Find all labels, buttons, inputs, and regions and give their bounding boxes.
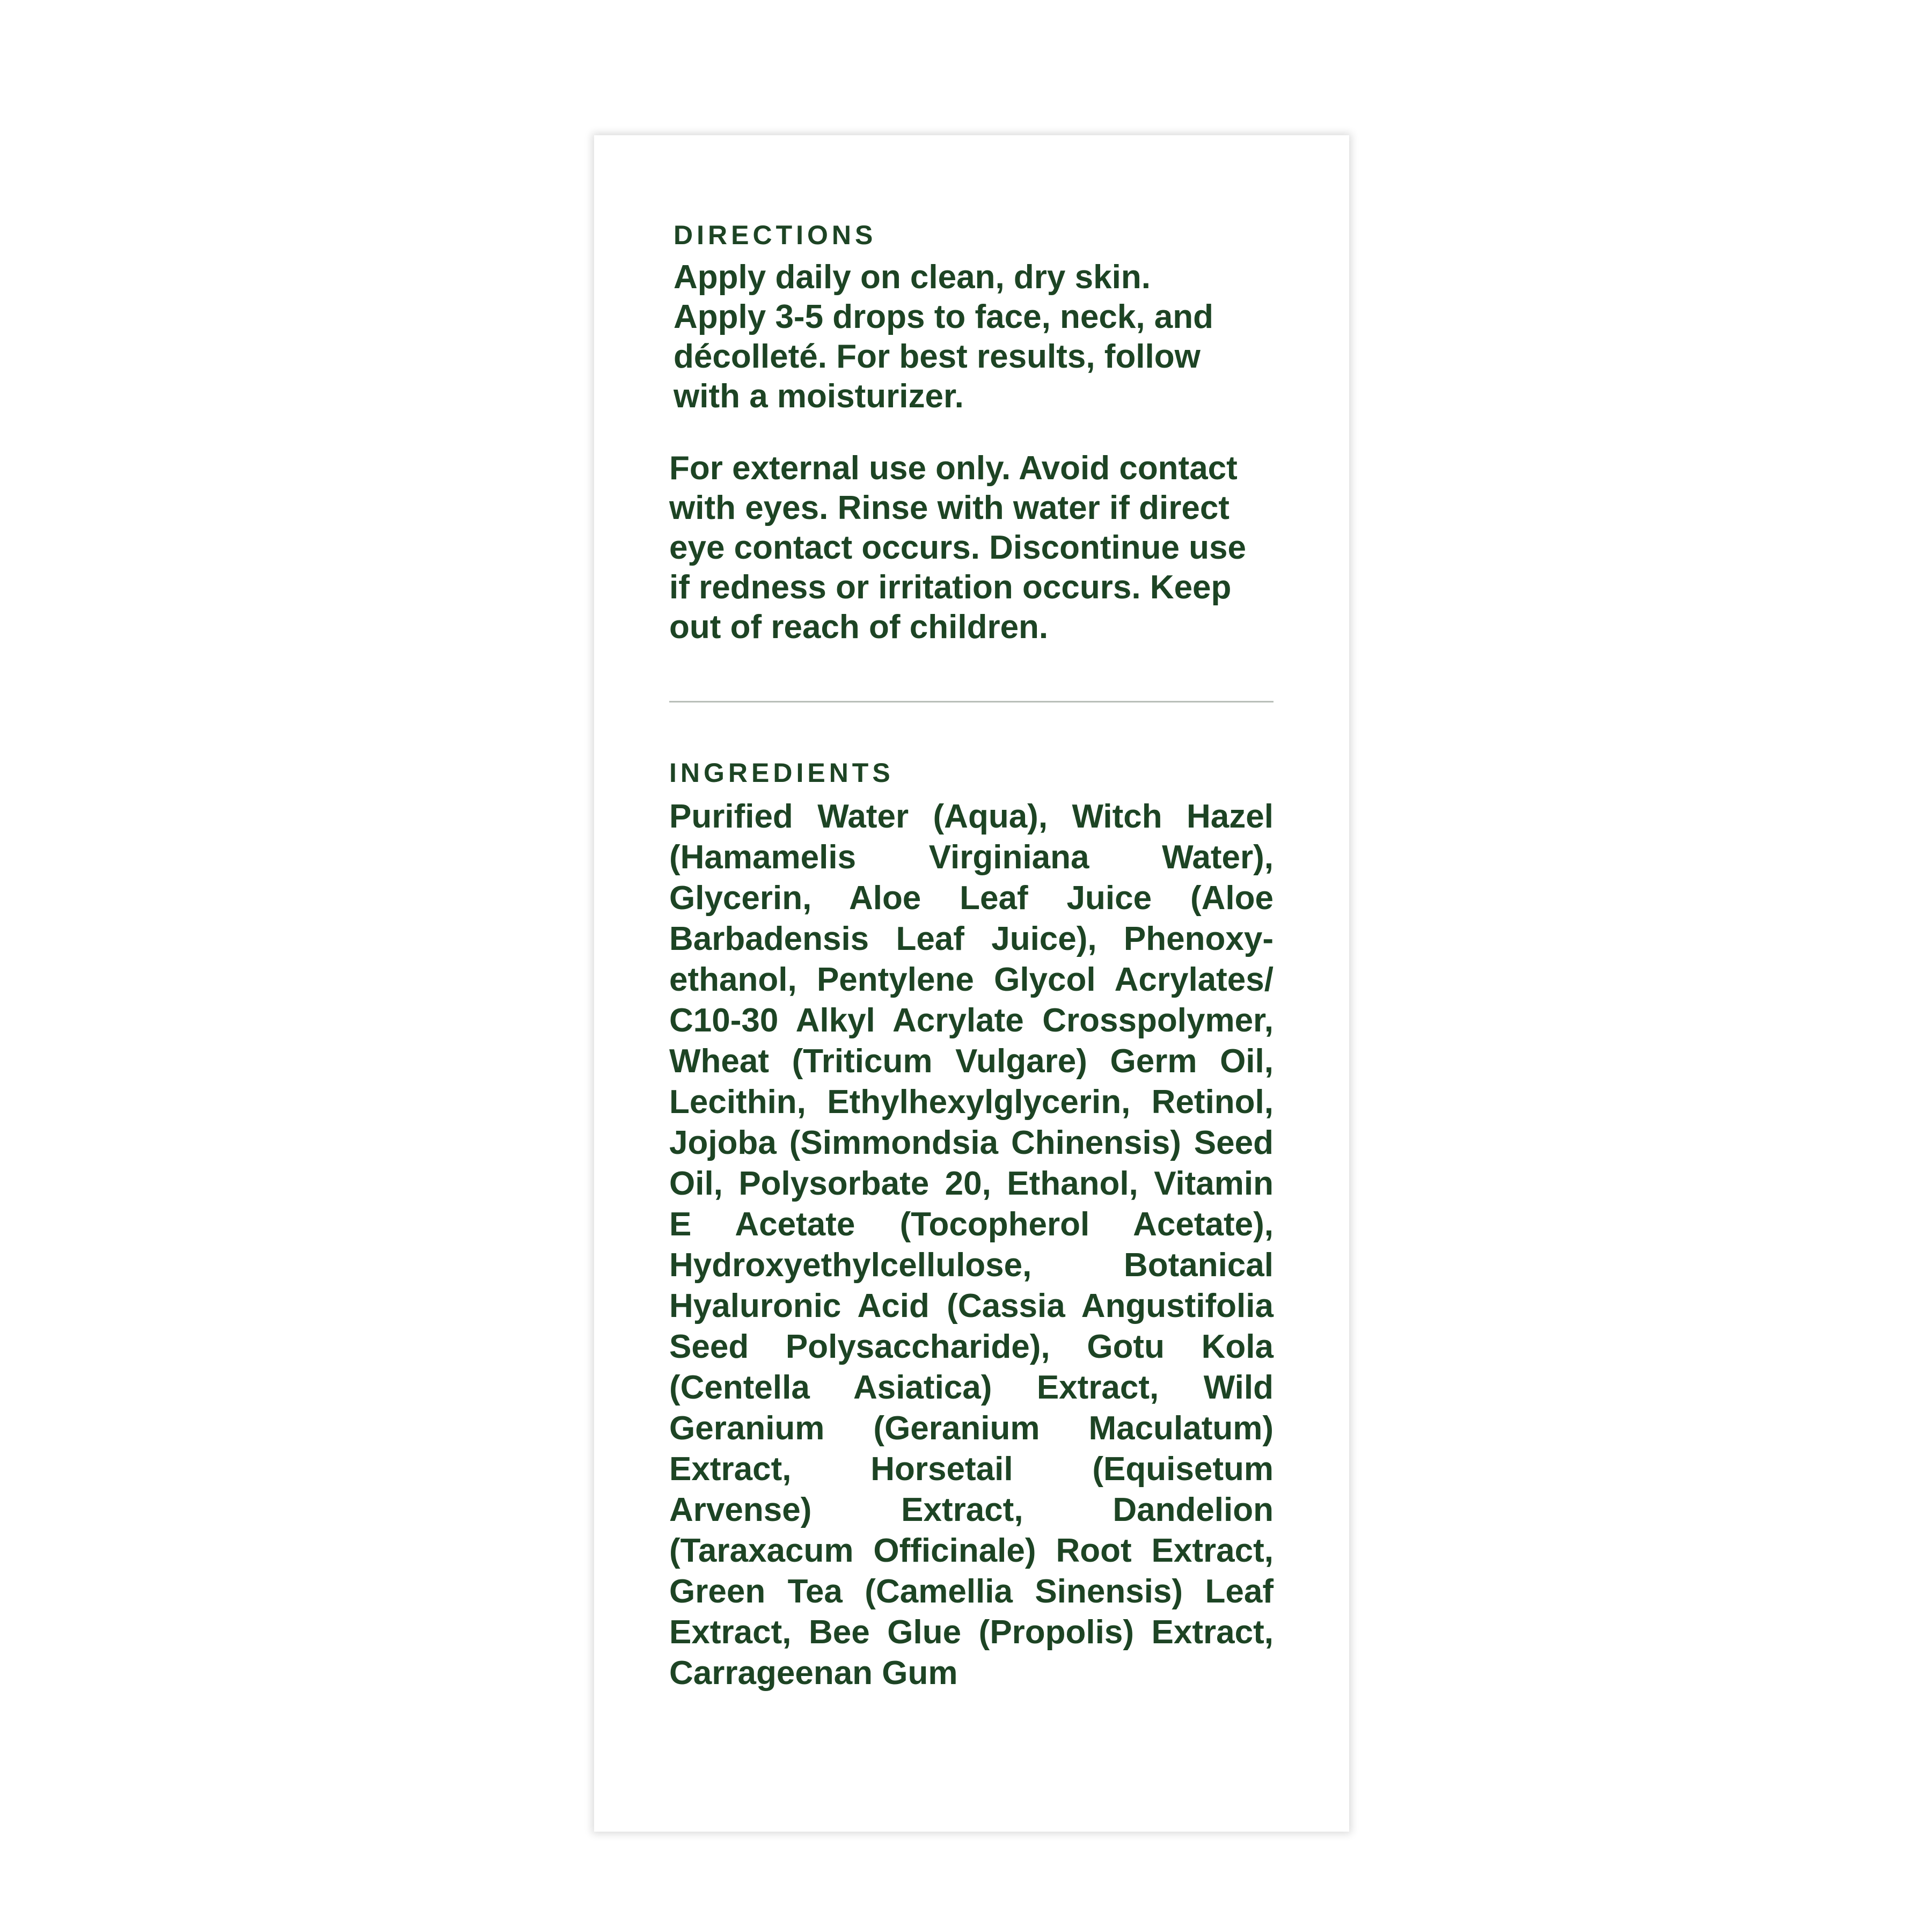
directions-text: Apply daily on clean, dry skin. Apply 3-5 drops to face, neck, and décolleté. For best results, follow with a moisturizer. — [674, 259, 1214, 415]
ingredients-heading: INGREDIENTS — [669, 758, 894, 788]
directions-heading: DIRECTIONS — [674, 220, 877, 250]
label-content — [669, 216, 1276, 1694]
ingredients-text: Purified Water (Aqua), Witch Hazel (Hamamelis Virginiana Water), Glycerin, Aloe Leaf Juice (Aloe Barbadensis Leaf Juice), Phenoxyethanol, Pentylene Glycol Acrylates/ C10-30 Alkyl Acrylate Crosspolymer, Wheat (Triticum Vulgare) Germ Oil, Lecithin, Ethylhexylglycerin, Retinol, Jojoba (Simmondsia Chinensis) Seed Oil, Polysorbate 20, Ethanol, Vitamin E Acetate (Tocopherol Acetate), Hydroxyethylcellulose, Botanical Hyaluronic Acid (Cassia Angustifolia Seed Polysaccharide), Gotu Kola (Centella Asiatica) Extract, Wild Geranium (Geranium Maculatum) Extract, Horsetail (Equisetum Arvense) Extract, Dandelion (Taraxacum Officinale) Root Extract, Green Tea (Camellia Sinensis) Leaf Extract, Bee Glue (Propolis) Extract, Carrageenan Gum — [669, 798, 1274, 1692]
label-panel — [594, 135, 1349, 1832]
warning-text: For external use only. Avoid contact with eyes. Rinse with water if direct eye contact occurs. Discontinue use if redness or irritation occurs. Keep out of reach of children. — [669, 450, 1247, 646]
section-divider — [669, 701, 1274, 702]
